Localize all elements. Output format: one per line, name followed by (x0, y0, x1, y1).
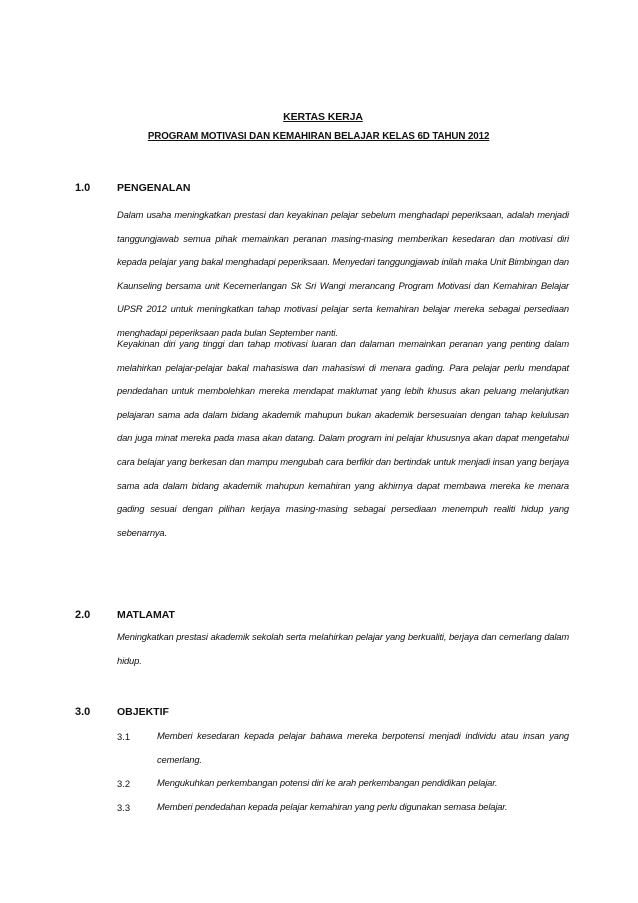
title-block (0, 107, 638, 125)
objective-number: 3.3 (117, 802, 131, 813)
objective-text: Mengukuhkan perkembangan potensi diri ke arah perkembangan pendidikan pelajar. (157, 777, 498, 788)
subtitle-block (0, 126, 638, 144)
section-number: 1.0 (75, 182, 91, 194)
section-heading: MATLAMAT (117, 609, 175, 621)
objective-number: 3.2 (117, 778, 131, 789)
paragraph: Dalam usaha meningkatkan prestasi dan keyakinan pelajar sebelum menghadapi peperiksaan, adalah menjadi tanggungjawab semua pihak memainkan peranan masing-masing memberikan kesedaran dan motivasi diri kepada pelajar yang bakal menghadapi peperiksaan. Menyedari tanggungjawab inilah maka Unit Bimbingan dan Kaunseling bersama unit Kecemerlangan Sk Sri Wangi merancang Program Motivasi dan Kemahiran Belajar UPSR 2012 untuk meningkatkan tahap motivasi pelajar serta kemahiran belajar mereka sebagai persediaan menghadapi peperiksaan pada bulan September nanti. (117, 209, 569, 338)
objective-number: 3.1 (117, 731, 131, 742)
document-title: KERTAS KERJA (283, 111, 363, 123)
section-heading: PENGENALAN (117, 182, 191, 194)
objective-text: Memberi pendedahan kepada pelajar kemahiran yang perlu digunakan semasa belajar. (157, 801, 508, 812)
document-subtitle: PROGRAM MOTIVASI DAN KEMAHIRAN BELAJAR KELAS 6D TAHUN 2012 (148, 130, 490, 142)
section-number: 3.0 (75, 706, 91, 718)
objective-text: Memberi kesedaran kepada pelajar bahawa mereka berpotensi menjadi individu atau insan yang cemerlang. (157, 730, 569, 765)
section-heading: OBJEKTIF (117, 706, 169, 718)
paragraph: Meningkatkan prestasi akademik sekolah serta melahirkan pelajar yang berkualiti, berjaya dan cemerlang dalam hidup. (117, 631, 569, 666)
paragraph: Keyakinan diri yang tinggi dan tahap motivasi luaran dan dalaman memainkan peranan yang penting dalam melahirkan pelajar-pelajar bakal mahasiswa dan mahasiswi di menara gading. Para pelajar perlu mendapat pendedahan untuk membolehkan mereka mendapat maklumat yang lebih khusus akan peluang melanjutkan pelajaran sama ada dalam bidang akademik mahupun bukan akademik bersesuaian dengan tahap kelulusan dan juga minat mereka pada masa akan datang. Dalam program ini pelajar khususnya akan dapat mengetahui cara belajar yang berkesan dan mampu mengubah cara berfikir dan bertindak untuk menjadi insan yang berjaya sama ada dalam bidang akademik mahupun kemahiran yang akhirnya dapat membawa mereka ke menara gading sesuai dengan pilihan kerjaya masing-masing sebagai persediaan menempuh realiti hidup yang sebenarnya. (117, 338, 569, 538)
section-number: 2.0 (75, 609, 91, 621)
